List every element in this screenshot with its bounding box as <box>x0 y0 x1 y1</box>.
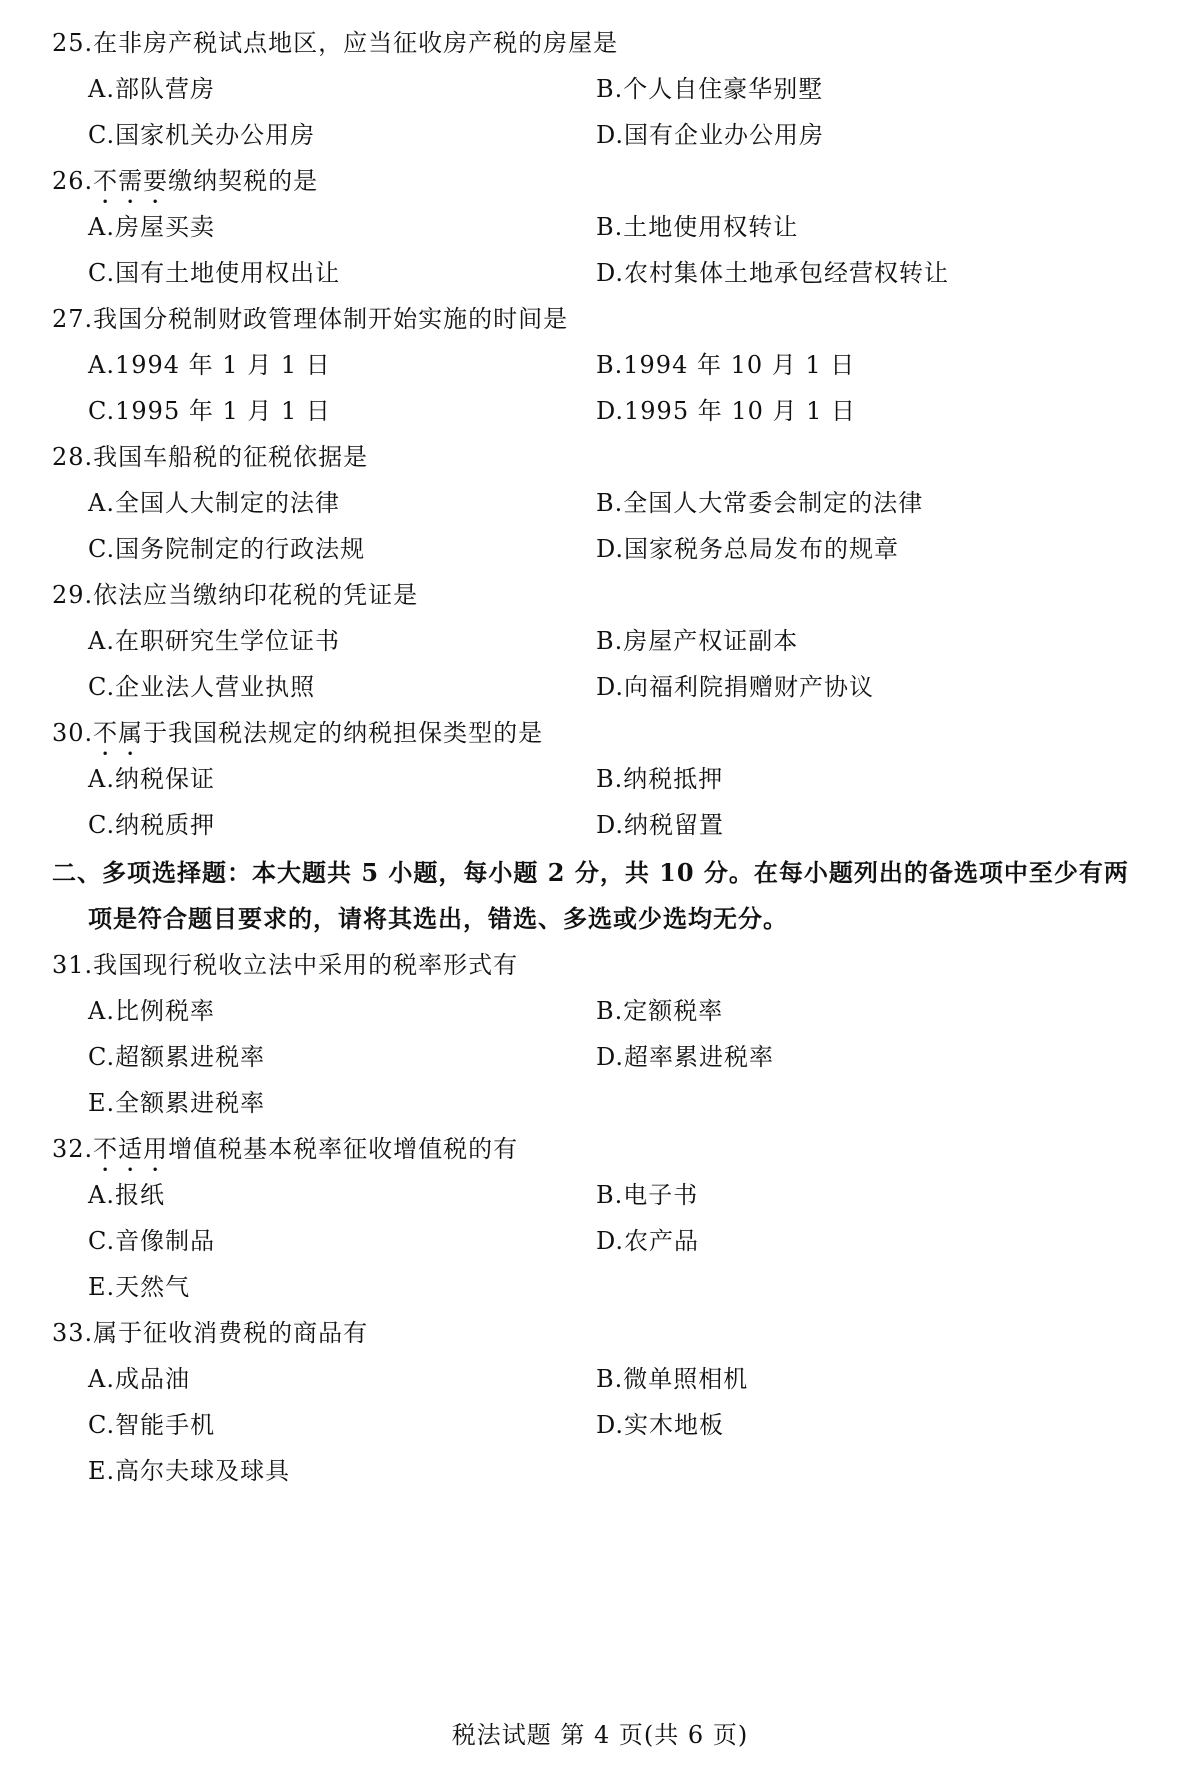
question-30-stem: 30.不属于我国税法规定的纳税担保类型的是 <box>52 719 544 747</box>
question-33-option-b: B.微单照相机 <box>596 1365 749 1393</box>
question-26-option-c: C.国有土地使用权出让 <box>88 259 341 287</box>
question-26-option-a: A.房屋买卖 <box>88 213 215 241</box>
question-25-option-c: C.国家机关办公用房 <box>88 121 316 149</box>
question-27-option-c: C.1995 年 1 月 1 日 <box>88 397 331 425</box>
question-31-option-e: E.全额累进税率 <box>88 1089 266 1117</box>
question-27-option-b: B.1994 年 10 月 1 日 <box>596 351 856 379</box>
question-31-option-d: D.超率累进税率 <box>596 1043 775 1071</box>
question-32-option-d: D.农产品 <box>596 1227 700 1255</box>
question-26-option-d: D.农村集体土地承包经营权转让 <box>596 259 950 287</box>
question-26-stem: 26.不需要缴纳契税的是 <box>52 167 319 195</box>
question-29-option-d: D.向福利院捐赠财产协议 <box>596 673 875 701</box>
question-32-option-e: E.天然气 <box>88 1273 191 1301</box>
question-31-stem: 31.我国现行税收立法中采用的税率形式有 <box>52 951 519 979</box>
question-31-option-b: B.定额税率 <box>596 997 724 1025</box>
question-33-option-a: A.成品油 <box>88 1365 190 1393</box>
question-25-option-b: B.个人自住豪华别墅 <box>596 75 824 103</box>
question-28-option-b: B.全国人大常委会制定的法律 <box>596 489 924 517</box>
question-30-option-a: A.纳税保证 <box>88 765 215 793</box>
question-27-option-a: A.1994 年 1 月 1 日 <box>88 351 331 379</box>
question-32-option-b: B.电子书 <box>596 1181 699 1209</box>
emphasis-text: 不需要 <box>93 167 169 195</box>
question-28-stem: 28.我国车船税的征税依据是 <box>52 443 369 471</box>
section-2-heading-cont: 项是符合题目要求的，请将其选出，错选、多选或少选均无分。 <box>88 904 788 933</box>
question-28-option-a: A.全国人大制定的法律 <box>88 489 340 517</box>
page-footer: 税法试题 第 4 页(共 6 页) <box>451 1721 749 1749</box>
question-30-option-b: B.纳税抵押 <box>596 765 724 793</box>
question-25-stem: 25.在非房产税试点地区，应当征收房产税的房屋是 <box>52 29 619 57</box>
question-28-option-d: D.国家税务总局发布的规章 <box>596 535 900 563</box>
question-33-option-e: E.高尔夫球及球具 <box>88 1457 291 1485</box>
emphasis-text: 不适用 <box>93 1135 169 1163</box>
question-30-option-d: D.纳税留置 <box>596 811 725 839</box>
question-26-option-b: B.土地使用权转让 <box>596 213 799 241</box>
question-25-option-d: D.国有企业办公用房 <box>596 121 825 149</box>
question-27-option-d: D.1995 年 10 月 1 日 <box>596 397 857 425</box>
question-31-option-a: A.比例税率 <box>88 997 215 1025</box>
question-30-option-c: C.纳税质押 <box>88 811 216 839</box>
question-33-option-c: C.智能手机 <box>88 1411 216 1439</box>
question-25-option-a: A.部队营房 <box>88 75 215 103</box>
question-27-stem: 27.我国分税制财政管理体制开始实施的时间是 <box>52 305 569 333</box>
question-29-option-c: C.企业法人营业执照 <box>88 673 316 701</box>
question-32-stem: 32.不适用增值税基本税率征收增值税的有 <box>52 1135 519 1163</box>
question-32-option-a: A.报纸 <box>88 1181 165 1209</box>
question-32-option-c: C.音像制品 <box>88 1227 216 1255</box>
question-29-option-b: B.房屋产权证副本 <box>596 627 799 655</box>
question-28-option-c: C.国务院制定的行政法规 <box>88 535 366 563</box>
section-2-heading: 二、多项选择题：本大题共 5 小题，每小题 2 分，共 10 分。在每小题列出的备选项中至少有两 <box>52 858 1129 887</box>
question-31-option-c: C.超额累进税率 <box>88 1043 266 1071</box>
question-33-stem: 33.属于征收消费税的商品有 <box>52 1319 369 1347</box>
question-29-option-a: A.在职研究生学位证书 <box>88 627 340 655</box>
question-33-option-d: D.实木地板 <box>596 1411 725 1439</box>
emphasis-text: 不属 <box>93 719 144 747</box>
question-29-stem: 29.依法应当缴纳印花税的凭证是 <box>52 581 419 609</box>
